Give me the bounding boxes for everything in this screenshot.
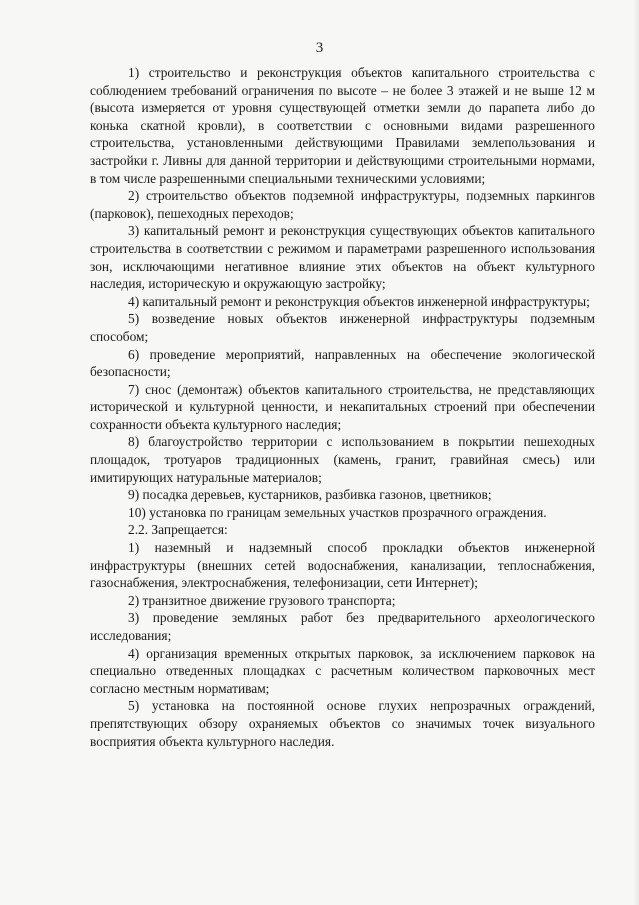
paragraph-permitted-8: 8) благоустройство территории с использованием в покрытии пешеходных площадок, тротуаров традиционных (камень, гранит, гравийная смесь) или имитирующих натуральные материалов;: [90, 434, 595, 485]
paragraph-permitted-7: 7) снос (демонтаж) объектов капитального строительства, не представляющих исторической и культурной ценности, и некапитальных строений при обеспечении сохранности объекта культурного наследия;: [90, 381, 595, 432]
paragraph-permitted-6: 6) проведение мероприятий, направленных на обеспечение экологической безопасности;: [90, 346, 595, 380]
paragraph-permitted-10: 10) установка по границам земельных участков прозрачного ограждения.: [128, 504, 547, 520]
paragraph-prohibited-4: 4) организация временных открытых парковок, за исключением парковок на специально отведенных площадках с расчетным количеством парковочных мест согласно местным нормативам;: [90, 645, 595, 696]
paragraph-permitted-1: 1) строительство и реконструкция объектов капитального строительства с соблюдением требований ограничения по высоте – не более 3 этажей и не выше 12 м (высота измеряется от уровня существующей отметки земли до парапета либо до конька скатной кровли), в соответствии с основными видами разрешенного строительства, установленными действующими Правилами землепользования и застройки г. Ливны для данной территории и действующими строительными нормами, в том числе разрешенными специальными техническими условиями;: [90, 65, 595, 186]
section-heading-prohibited: 2.2. Запрещается:: [128, 522, 228, 538]
paragraph-prohibited-2: 2) транзитное движение грузового транспорта;: [128, 592, 396, 608]
scan-edge-shadow: [633, 0, 639, 905]
paragraph-prohibited-1: 1) наземный и надземный способ прокладки объектов инженерной инфраструктуры (внешних сетей водоснабжения, канализации, теплоснабжения, газоснабжения, электроснабжения, телефонизации, сети Интернет);: [90, 540, 595, 591]
document-body: [90, 64, 595, 750]
page-number: 3: [315, 40, 324, 56]
paragraph-permitted-9: 9) посадка деревьев, кустарников, разбивка газонов, цветников;: [128, 487, 492, 503]
paragraph-permitted-3: 3) капитальный ремонт и реконструкция существующих объектов капитального строительства в соответствии с режимом и параметрами разрешенного использования зон, исключающими негативное влияние этих объектов на объект культурного наследия, историческую и окружающую застройку;: [90, 223, 595, 292]
paragraph-permitted-5: 5) возведение новых объектов инженерной инфраструктуры подземным способом;: [90, 311, 595, 344]
paragraph-prohibited-5: 5) установка на постоянной основе глухих непрозрачных ограждений, препятствующих обзору охраняемых объектов со значимых точек визуального восприятия объекта культурного наследия.: [90, 698, 595, 749]
paragraph-permitted-4: 4) капитальный ремонт и реконструкция объектов инженерной инфраструктуры;: [128, 293, 590, 309]
paragraph-permitted-2: 2) строительство объектов подземной инфраструктуры, подземных паркингов (парковок), пешеходных переходов;: [90, 188, 595, 221]
paragraph-prohibited-3: 3) проведение земляных работ без предварительного археологического исследования;: [90, 610, 595, 643]
